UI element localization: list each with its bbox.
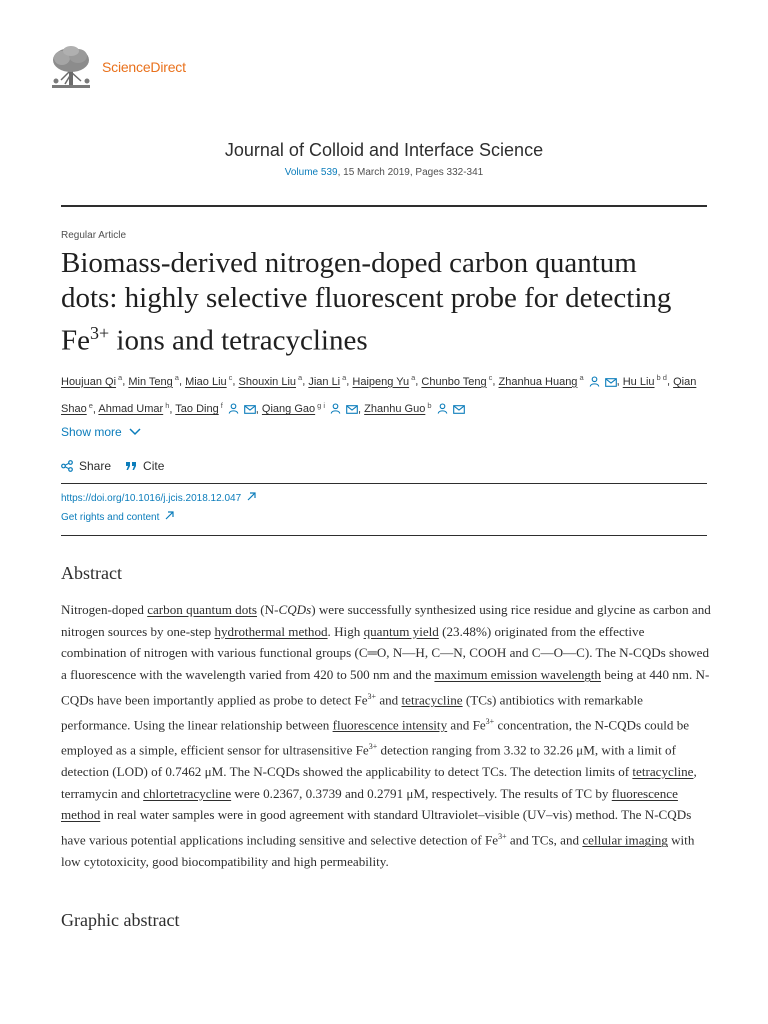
article-title	[61, 246, 711, 359]
author-item[interactable]	[421, 373, 493, 388]
author-affiliation: g i	[317, 400, 326, 410]
author-item[interactable]	[185, 373, 233, 388]
mail-icon[interactable]	[244, 400, 256, 422]
abstract-topic-link[interactable]: fluorescence intensity	[332, 717, 448, 733]
cite-label: Cite	[143, 459, 165, 473]
author-affiliation: b d	[656, 373, 667, 382]
author-name[interactable]: Haipeng Yu	[352, 375, 410, 388]
author-name[interactable]: Qiang Gao	[261, 403, 316, 416]
title-line-3: ions and tetracyclines	[109, 324, 368, 357]
author-item[interactable]	[98, 400, 170, 416]
author-item[interactable]	[364, 400, 464, 416]
author-affiliation: h	[165, 400, 170, 410]
abstract-text-run: (TCs) antibiotics with remarkable performance. Using the linear relationship between	[61, 692, 643, 733]
author-affiliation: a	[411, 373, 416, 382]
abstract-text-run: ) were successfully synthesized using rice residue and glycine as carbon and nitrogen sources by one-step	[61, 602, 711, 639]
chevron-down-icon	[128, 427, 142, 437]
author-affiliation: a	[174, 373, 179, 382]
external-arrow-icon	[165, 511, 174, 520]
abstract-topic-link[interactable]: chlortetracycline	[143, 785, 232, 801]
author-name[interactable]: Ahmad Umar	[98, 403, 164, 416]
article-actions	[61, 459, 178, 473]
author-affiliation: f	[220, 400, 223, 410]
title-line-1: Biomass-derived nitrogen-doped carbon quantum	[61, 247, 637, 279]
abstract-text-run: with low cytotoxicity, good biocompatibility and high permeability.	[61, 832, 695, 870]
author-name[interactable]: Tao Ding	[175, 403, 219, 416]
author-name[interactable]: Zhanhu Guo	[364, 403, 426, 416]
author-affiliation: b	[427, 400, 432, 410]
author-name[interactable]: Miao Liu	[185, 375, 227, 388]
author-name[interactable]: Houjuan Qi	[61, 375, 117, 388]
issue-line	[0, 167, 768, 178]
abstract-superscript: 3+	[367, 691, 377, 701]
article-links	[61, 492, 256, 530]
quote-icon	[125, 461, 137, 471]
author-affiliation: a	[118, 373, 123, 382]
doi-link[interactable]	[61, 492, 256, 511]
author-affiliation: a	[298, 373, 303, 382]
actions-divider	[61, 483, 707, 484]
doi-link-text: https://doi.org/10.1016/j.jcis.2018.12.047	[61, 493, 242, 504]
share-button[interactable]	[61, 459, 111, 473]
author-item[interactable]	[61, 373, 123, 388]
journal-title[interactable]: Journal of Colloid and Interface Science	[224, 140, 544, 160]
abstract-text-run: Nitrogen-doped	[61, 602, 148, 617]
abstract-text-run: and	[376, 692, 402, 708]
author-list: Houjuan Qi $^a$, Min Teng $^a$, Miao Liu $^c$, Shouxin Liu $^a$, Jian Li $^a$, Haipeng Yu $^a$, Chunbo Teng $^c$, Zhanhua Huang $^a$ , Hu Liu $^{b d}$, Qian Shao $^e$, Ahmad Umar $^h$, Tao Ding $^f$ , Qiang Gao $^{g i}$ , Zhanhu Guo $^b$	[61, 367, 711, 422]
author-name[interactable]: Qian Shao	[61, 375, 697, 416]
issue-details: , 15 March 2019, Pages 332-341	[337, 167, 484, 178]
abstract-superscript: 3+	[485, 716, 495, 726]
abstract-text-run: . High	[327, 623, 364, 639]
abstract-topic-link[interactable]: quantum yield	[363, 623, 439, 639]
author-item[interactable]	[498, 373, 617, 388]
abstract-text-run: concentration, the N-CQDs could be employed as a simple, efficient sensor for ultrasensitive Fe	[61, 717, 690, 758]
abstract-text-run: and TCs, and	[506, 832, 583, 848]
links-divider	[61, 535, 707, 536]
abstract-topic-link[interactable]: fluorescence method	[61, 785, 678, 823]
person-icon[interactable]	[228, 400, 239, 422]
abstract-topic-link[interactable]: tetracycline	[632, 764, 694, 779]
author-affiliation: e	[88, 400, 93, 410]
author-name[interactable]: Shouxin Liu	[238, 375, 297, 388]
mail-icon[interactable]	[605, 373, 617, 395]
author-item[interactable]	[622, 373, 667, 388]
author-name[interactable]: Hu Liu	[622, 375, 655, 388]
abstract-topic-link[interactable]: cellular imaging	[582, 832, 668, 848]
rights-link-text: Get rights and content	[61, 512, 160, 523]
abstract-text-run: (N-	[257, 602, 279, 617]
header-divider	[61, 205, 707, 207]
author-affiliation: a	[342, 373, 347, 382]
person-icon[interactable]	[589, 373, 600, 395]
abstract-topic-link[interactable]: hydrothermal method	[214, 623, 328, 639]
title-superscript: 3+	[90, 323, 110, 343]
person-icon[interactable]	[437, 400, 448, 422]
brand-name[interactable]: ScienceDirect	[102, 59, 186, 75]
person-icon[interactable]	[330, 400, 341, 422]
author-item[interactable]	[261, 400, 358, 416]
author-affiliation: c	[228, 373, 233, 382]
author-item[interactable]	[175, 400, 256, 416]
graphic-abstract-heading: Graphic abstract	[61, 910, 180, 930]
author-item[interactable]	[128, 373, 179, 388]
author-affiliation: a	[579, 373, 584, 382]
abstract-text-run: in real water samples were in good agreement with standard Ultraviolet–visible (UV–vis) method. The N-CQDs have various potential applications including sensitive and selective detection of Fe	[61, 807, 692, 848]
author-item[interactable]	[308, 373, 347, 388]
abstract-text-run: , terramycin and	[61, 764, 697, 801]
author-name[interactable]: Jian Li	[308, 375, 341, 388]
title-line-2: dots: highly selective fluorescent probe for detecting	[61, 282, 672, 314]
cite-button[interactable]	[125, 459, 164, 473]
author-name[interactable]: Zhanhua Huang	[498, 375, 578, 388]
mail-icon[interactable]	[346, 400, 358, 422]
abstract-text-run: and Fe	[447, 717, 486, 733]
abstract-text	[61, 599, 711, 873]
show-more-button[interactable]	[61, 425, 142, 439]
abstract-topic-link[interactable]: tetracycline	[401, 692, 463, 708]
author-name[interactable]: Min Teng	[128, 375, 173, 388]
title-fe: Fe	[61, 324, 90, 357]
author-item[interactable]	[352, 373, 416, 388]
volume-link[interactable]: Volume 539	[284, 167, 338, 178]
journal-info	[0, 140, 768, 178]
mail-icon[interactable]	[453, 400, 465, 422]
abstract-heading: Abstract	[61, 563, 122, 583]
external-arrow-icon	[247, 492, 256, 501]
abstract-text-run: detection ranging from 3.32 to 32.26 μM, with a limit of detection (LOD) of 0.7462 μM. The N-CQDs showed the applicability to detect TCs. The detection limits of	[61, 742, 676, 779]
abstract-superscript: 3+	[368, 741, 378, 751]
abstract-text-run: (23.48%) originated from the effective combination of nitrogen with various functional groups (C═O, N—H, C—N, COOH and C—O—C). The N-CQDs showed a fluorescence with the wavelength varied from 420 to 500 nm and the	[61, 623, 710, 683]
rights-link[interactable]	[61, 511, 256, 530]
abstract-superscript: 3+	[498, 832, 507, 842]
article-type: Regular Article	[61, 230, 127, 241]
share-icon	[61, 460, 73, 472]
author-item[interactable]	[238, 373, 303, 388]
abstract-topic-link[interactable]: maximum emission wavelength	[434, 667, 601, 683]
show-more-label: Show more	[61, 425, 122, 439]
header	[48, 44, 186, 90]
abstract-topic-link[interactable]: carbon quantum dots	[147, 602, 258, 617]
author-name[interactable]: Chunbo Teng	[421, 375, 487, 388]
elsevier-tree-logo-icon[interactable]	[48, 44, 94, 90]
abstract-text-run: were 0.2367, 0.3739 and 0.2791 μM, respectively. The results of TC by	[231, 785, 612, 801]
abstract-italic: CQDs	[278, 602, 312, 617]
abstract-text-run: being at 440 nm. N-CQDs have been importantly applied as probe to detect Fe	[61, 667, 710, 708]
share-label: Share	[79, 459, 112, 473]
author-affiliation: c	[488, 373, 493, 382]
